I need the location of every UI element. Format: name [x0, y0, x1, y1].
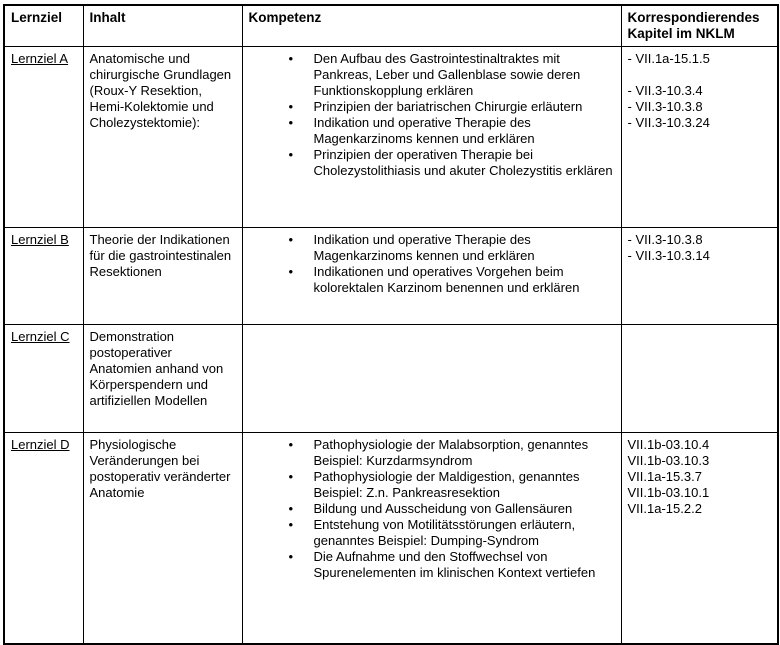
kompetenz-list-b — [249, 232, 615, 296]
lernziel-d-label: Lernziel D — [11, 437, 70, 452]
cell-lernziel-a — [4, 47, 83, 228]
cell-kompetenz-c — [242, 325, 621, 433]
bullet-icon: • — [288, 147, 294, 162]
cell-inhalt-c: Demonstration postoperativer Anatomien anhand von Körperspendern und artifiziellen Modellen — [83, 325, 242, 433]
lernziel-b-label: Lernziel B — [11, 232, 69, 247]
bullet-icon: • — [288, 232, 294, 247]
bullet-icon: • — [288, 517, 294, 532]
nklm-reference: - VII.3-10.3.4 — [627, 83, 703, 98]
bullet-icon: • — [288, 501, 294, 516]
nklm-reference: VII.1b-03.10.3 — [627, 453, 710, 468]
cell-nklm-d — [621, 433, 778, 644]
bullet-icon: • — [288, 469, 294, 484]
kompetenz-list-a — [249, 51, 615, 179]
header-lernziel: Lernziel — [4, 5, 83, 47]
kompetenz-item-text: Bildung und Ausscheidung von Gallensäuren — [313, 501, 573, 516]
cell-nklm-b — [621, 228, 778, 325]
bullet-icon: • — [288, 264, 294, 279]
cell-kompetenz-b — [242, 228, 621, 325]
bullet-icon: • — [288, 437, 294, 452]
cell-kompetenz-d — [242, 433, 621, 644]
cell-kompetenz-a — [242, 47, 621, 228]
nklm-reference: VII.1b-03.10.4 — [627, 437, 710, 452]
kompetenz-item-text: Indikationen und operatives Vorgehen beim kolorektalen Karzinom benennen und erklären — [313, 264, 580, 295]
kompetenz-item-text: Den Aufbau des Gastrointestinaltraktes mit Pankreas, Leber und Gallenblase sowie deren Funktionskopplung erklären — [313, 51, 581, 98]
cell-lernziel-b — [4, 228, 83, 325]
kompetenz-item — [289, 469, 615, 501]
kompetenz-list-d — [249, 437, 615, 581]
lernziel-a-label: Lernziel A — [11, 51, 69, 66]
kompetenz-item-text: Prinzipien der bariatrischen Chirurgie erläutern — [313, 99, 583, 114]
cell-lernziel-d — [4, 433, 83, 644]
nklm-reference: VII.1a-15.2.2 — [627, 501, 702, 516]
nklm-reference: - VII.1a-15.1.5 — [627, 51, 710, 66]
kompetenz-item — [289, 99, 615, 115]
bullet-icon: • — [288, 51, 294, 66]
table-row-lernziel-c — [4, 325, 778, 433]
nklm-blank-line — [628, 67, 772, 83]
table-row-lernziel-b — [4, 228, 778, 325]
kompetenz-item-text: Entstehung von Motilitätsstörungen erläutern, genanntes Beispiel: Dumping-Syndrom — [313, 517, 576, 548]
nklm-reference: VII.1b-03.10.1 — [627, 485, 710, 500]
header-nklm: Korrespondierendes Kapitel im NKLM — [621, 5, 778, 47]
kompetenz-item — [289, 549, 615, 581]
cell-nklm-c — [621, 325, 778, 433]
bullet-icon: • — [288, 99, 294, 114]
kompetenz-item-text: Prinzipien der operativen Therapie bei Cholezystolithiasis und akuter Cholezystitis erklären — [313, 147, 613, 178]
bullet-icon: • — [288, 115, 294, 130]
kompetenz-item — [289, 517, 615, 549]
nklm-reference: - VII.3-10.3.14 — [627, 248, 710, 263]
kompetenz-item-text: Indikation und operative Therapie des Magenkarzinoms kennen und erklären — [313, 115, 535, 146]
kompetenz-item — [289, 115, 615, 147]
nklm-reference: - VII.3-10.3.8 — [627, 99, 703, 114]
kompetenz-item — [289, 264, 615, 296]
kompetenz-item-text: Indikation und operative Therapie des Magenkarzinoms kennen und erklären — [313, 232, 535, 263]
nklm-reference: - VII.3-10.3.8 — [627, 232, 703, 247]
cell-inhalt-d: Physiologische Veränderungen bei postoperativ veränderter Anatomie — [83, 433, 242, 644]
kompetenz-item-text: Die Aufnahme und den Stoffwechsel von Spurenelementen im klinischen Kontext vertiefen — [313, 549, 596, 580]
lernziel-c-label: Lernziel C — [11, 329, 70, 344]
cell-inhalt-a: Anatomische und chirurgische Grundlagen (Roux-Y Resektion, Hemi-Kolektomie und Cholezystektomie): — [83, 47, 242, 228]
nklm-reference: VII.1a-15.3.7 — [627, 469, 702, 484]
table-header-row — [4, 5, 778, 47]
nklm-reference: - VII.3-10.3.24 — [627, 115, 710, 130]
header-kompetenz: Kompetenz — [242, 5, 621, 47]
kompetenz-item-text: Pathophysiologie der Malabsorption, genanntes Beispiel: Kurzdarmsyndrom — [313, 437, 589, 468]
kompetenz-item — [289, 437, 615, 469]
lernziel-table — [3, 4, 779, 645]
cell-nklm-a — [621, 47, 778, 228]
kompetenz-item — [289, 147, 615, 179]
table-row-lernziel-a — [4, 47, 778, 228]
header-inhalt: Inhalt — [83, 5, 242, 47]
kompetenz-item-text: Pathophysiologie der Maldigestion, genanntes Beispiel: Z.n. Pankreasresektion — [313, 469, 580, 500]
table-row-lernziel-d — [4, 433, 778, 644]
kompetenz-item — [289, 51, 615, 99]
bullet-icon: • — [288, 549, 294, 564]
cell-lernziel-c — [4, 325, 83, 433]
cell-inhalt-b: Theorie der Indikationen für die gastrointestinalen Resektionen — [83, 228, 242, 325]
kompetenz-item — [289, 501, 615, 517]
kompetenz-item — [289, 232, 615, 264]
